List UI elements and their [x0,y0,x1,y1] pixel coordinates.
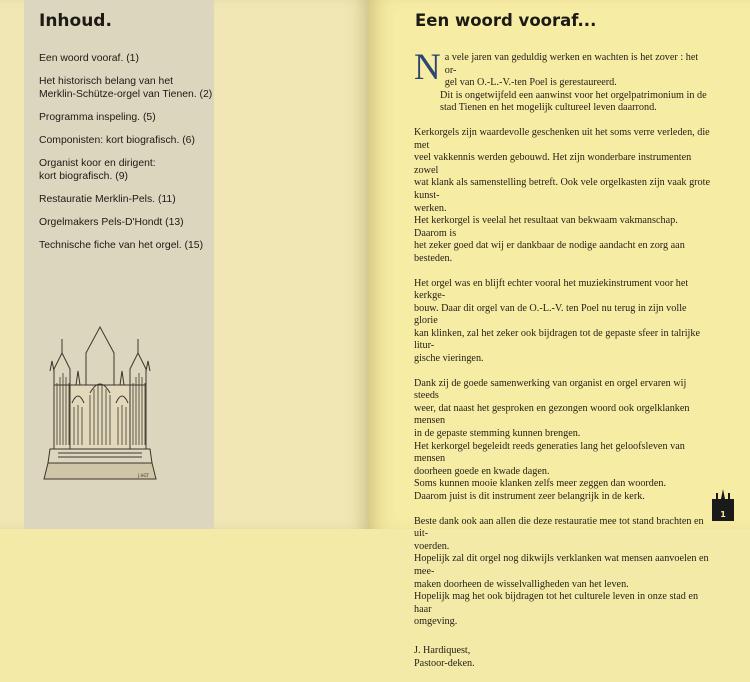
toc-item-line: Organist koor en dirigent: [39,158,156,169]
signature [414,645,710,670]
toc-item-line: Componisten: kort biografisch. (6) [39,135,195,146]
text-line: Het orgel was en blijft echter vooral het muziekinstrument voor het kerkge- [414,277,689,302]
drop-cap: N [414,47,441,88]
text-line: voerden. [414,540,450,552]
toc-item-line: kort biografisch. (9) [39,171,128,182]
text-line: bouw. Daar dit orgel van de O.-L.-V. ten Poel nu terug in zijn volle glorie [414,302,687,327]
text-line: wat klank als samenstelling betreft. Ook vele orgelkasten zijn vaak grote kunst- [414,177,711,201]
text-line: Soms kunnen mooie klanken zelfs meer zeggen dan woorden. [414,478,667,490]
text-line: Het kerkorgel is veelal het resultaat van bekwaam vakmanschap. Daarom is [414,215,678,239]
toc-title: Inhoud. [39,11,112,31]
toc-item [39,111,214,124]
paragraph [414,378,710,504]
article-title: Een woord vooraf... [415,11,597,30]
text-line: Hopelijk mag het ook bijdragen tot het culturele leven in onze stad en haar [414,591,699,615]
text-line: Dank zij de goede samenwerking van organist en orgel ervaren wij steeds [414,377,687,402]
toc-item [39,239,214,252]
page-number: 1 [720,510,726,519]
toc-item-line: Merklin-Schütze-orgel van Tienen. (2) [39,89,213,100]
text-line: Hopelijk zal dit orgel nog dikwijls verklanken wat mensen aanvoelen en mee- [414,553,709,577]
paragraph [414,516,710,629]
text-line: Het kerkorgel begeleidt reeds generaties lang het geloofsleven van mensen [414,440,685,465]
gothic-organ-icon [40,323,160,483]
toc-list [39,52,214,262]
text-line: werken. [414,202,447,214]
text-line: doorheen goede en kwade dagen. [414,465,550,477]
toc-item [39,75,214,101]
text-line: gel van O.-L.-V.-ten Poel is gerestaureerd. [444,77,617,89]
text-line: Daarom juist is dit instrument zeer belangrijk in de kerk. [414,491,645,502]
text-line: veel vakkennis werden gebouwd. Het zijn wonderbare instrumenten zowel [414,152,692,176]
toc-item-line: Restauratie Merklin-Pels. (11) [39,194,176,205]
text-line: in de gepaste stemming kunnen brengen. [414,428,581,440]
text-line: weer, dat naast het gesproken en gezongen woord ook orgelklanken mensen [414,402,690,427]
text-line: maken doorheen de wisselvalligheden van het leven. [414,578,629,590]
toc-item [39,193,214,206]
toc-item-line: Een woord vooraf. (1) [39,53,139,64]
text-line: Kerkorgels zijn waardevolle geschenken uit het soms verre verleden, die met [414,126,710,151]
toc-item-line: Orgelmakers Pels-D'Hondt (13) [39,217,184,228]
signature-line: Pastoor-deken. [414,657,475,669]
article-body [414,47,711,682]
text-line: kan klinken, zal het zeker ook bijdragen tot de gepaste sfeer in talrijke litur- [414,327,700,352]
toc-item-line: Het historisch belang van het [39,76,174,87]
toc-item [39,52,214,65]
toc-item-line: Technische fiche van het orgel. (15) [39,240,204,251]
signature-line: J. Hardiquest, [414,644,471,656]
text-line: het zeker goed dat wij er dankbaar de nodige aandacht en zorg aan besteden. [414,240,685,264]
paragraph [414,278,710,366]
first-paragraph [414,47,710,115]
article-paragraphs [414,127,710,629]
artist-mark: J.HGT [138,473,149,478]
text-line: gische vieringen. [414,353,484,365]
paragraph [414,127,710,266]
text-line: a vele jaren van geduldig werken en wachten is het zover : het or- [444,52,699,76]
toc-item [39,134,214,147]
toc-item [39,216,214,229]
toc-item [39,157,214,183]
toc-item-line: Programma inspeling. (5) [39,112,156,123]
text-line: stad Tienen en het mogelijk cultureel leven daarrond. [440,102,657,114]
page-number-badge [710,487,736,521]
text-line: Dit is ongetwijfeld een aanwinst voor het orgelpatrimonium in de [440,89,707,101]
text-line: omgeving. [414,616,458,628]
text-line: Beste dank ook aan allen die deze restauratie mee tot stand brachten en uit- [414,515,704,540]
